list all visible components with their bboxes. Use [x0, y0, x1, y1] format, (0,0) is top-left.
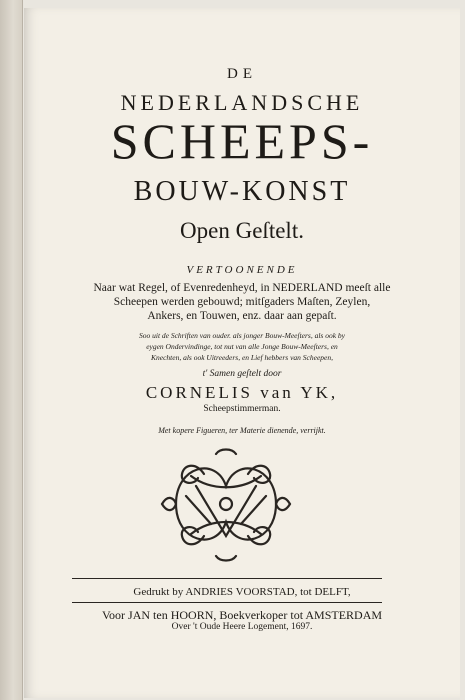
- divider-top: [72, 578, 382, 579]
- sources-line-3: Knechten, als ook Uitreeders, en Lief hebbers van Scheepen,: [151, 353, 333, 362]
- title-open-gestelt: Open Geſtelt.: [180, 218, 304, 243]
- title-article: DE: [227, 66, 257, 82]
- ornamental-monogram-icon: [156, 446, 296, 564]
- publisher-line: Voor JAN ten HOORN, Boekverkoper tot AMSTERDAM: [101, 608, 383, 622]
- address-line: Over 't Oude Heere Logement, 1697.: [171, 622, 313, 632]
- sources-line-2: eygen Ondervindinge, tot nut van alle Jonge Bouw-Meeſters, en: [146, 342, 338, 351]
- sources-line-1: Soo uit de Schriften van ouder. als jonger Bouw-Meeſters, als ook by: [138, 331, 345, 340]
- title-page: [24, 8, 460, 698]
- author-name: CORNELIS van YK,: [145, 383, 339, 402]
- description-line-2: Scheepen werden gebouwd; mitſgaders Maſten, Zeylen,: [113, 296, 371, 308]
- figures-note: Met kopere Figueren, ter Materie dienende, verrijkt.: [158, 426, 326, 435]
- description-line-1: Naar wat Regel, of Evenredenheyd, in NEDERLAND meeſt alle: [93, 282, 391, 294]
- author-role: Scheepstimmerman.: [203, 404, 281, 414]
- divider-bottom: [72, 602, 382, 603]
- description-line-3: Ankers, en Touwen, enz. daar aan gepaſt.: [147, 310, 337, 322]
- title-scheeps: SCHEEPS-: [110, 113, 374, 169]
- book-spine-edge: [0, 0, 23, 700]
- compiled-by: t' Samen geſtelt door: [202, 369, 282, 379]
- printer-line: Gedrukt by ANDRIES VOORSTAD, tot DELFT,: [133, 586, 351, 598]
- title-nederlandsche: NEDERLANDSCHE: [120, 90, 364, 115]
- title-bouw-konst: BOUW-KONST: [133, 176, 351, 207]
- subtitle-vertoonende: VERTOONENDE: [186, 264, 298, 276]
